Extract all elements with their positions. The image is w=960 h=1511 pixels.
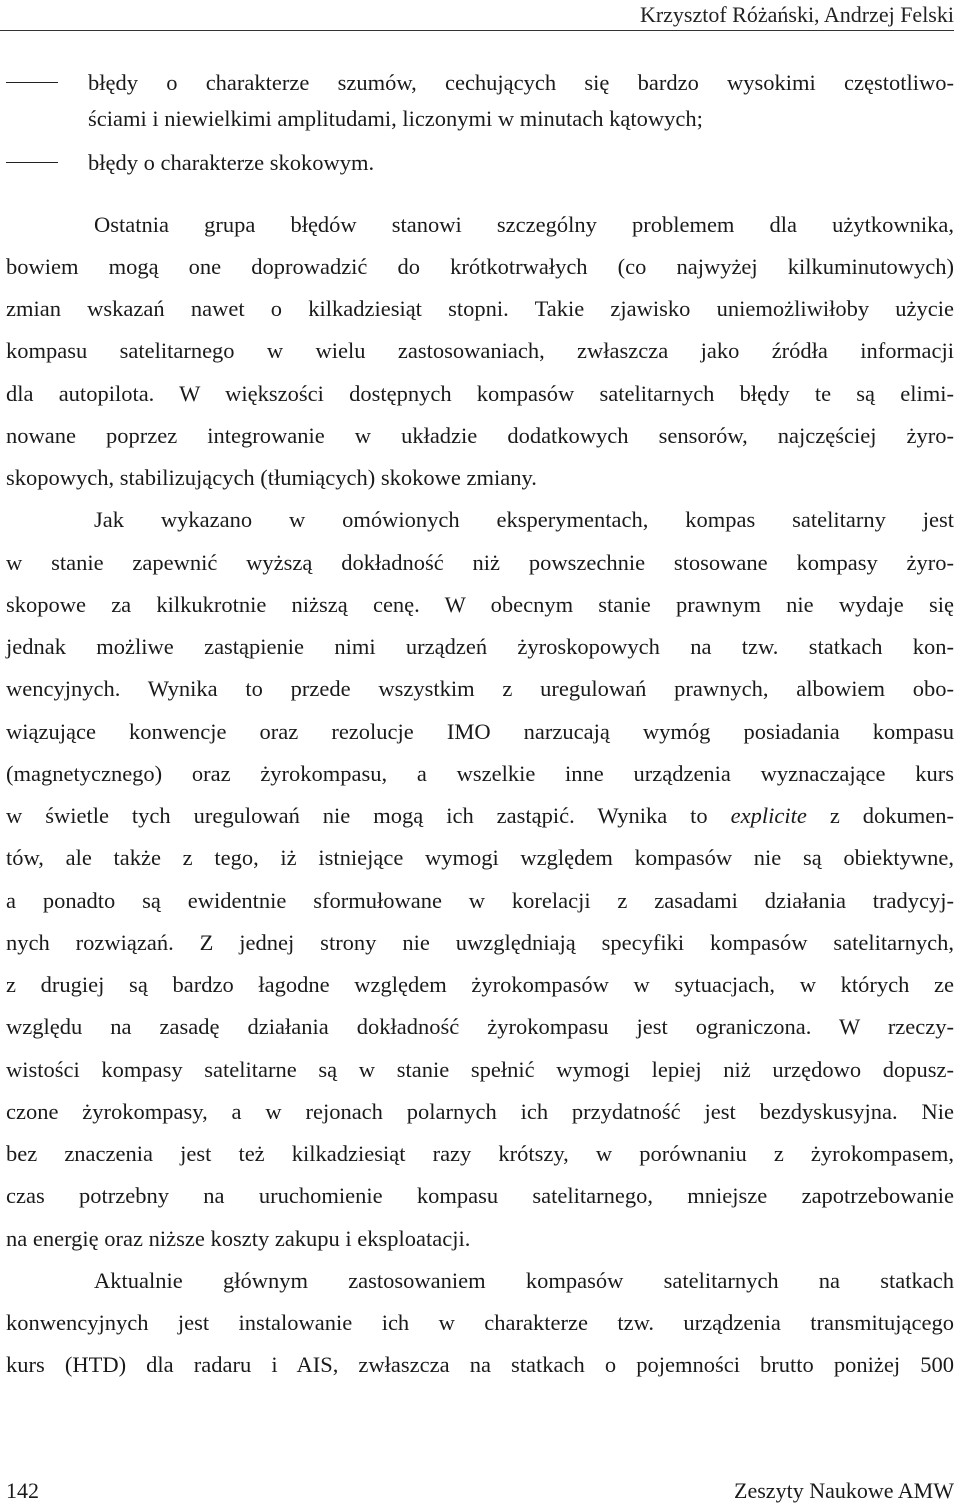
paragraph-line: Aktualnie głównym zastosowaniem kompasów satelitarnych na statkach (94, 1268, 954, 1293)
paragraph-line: tów, ale także z tego, iż istniejące wymogi względem kompasów nie są obiektywne, (6, 845, 954, 870)
paragraph-line: Ostatnia grupa błędów stanowi szczególny problemem dla użytkownika, (94, 212, 954, 237)
em-dash-bullet (6, 82, 58, 83)
paragraph-line: czone żyrokompasy, a w rejonach polarnych ich przydatność jest bezdyskusyjna. Nie (6, 1099, 954, 1124)
paragraph-line-with-italic (6, 803, 954, 835)
paragraph-line: nych rozwiązań. Z jednej strony nie uwzględniają specyfiki kompasów satelitarnych, (6, 930, 954, 955)
running-header-authors: Krzysztof Różański, Andrzej Felski (639, 2, 954, 27)
paragraph-line: skopowe za kilkukrotnie niższą cenę. W obecnym stanie prawnym nie wydaje się (6, 592, 954, 617)
paragraph-line: zmian wskazań nawet o kilkadziesiąt stopni. Takie zjawisko uniemożliwiłoby użycie (6, 296, 954, 321)
bullet-line: błędy o charakterze szumów, cechujących się bardzo wysokimi częstotliwo- (88, 70, 954, 95)
paragraph-line: konwencyjnych jest instalowanie ich w charakterze tzw. urządzenia transmitującego (6, 1310, 954, 1335)
paragraph-line: bowiem mogą one doprowadzić do krótkotrwałych (co najwyżej kilkuminutowych) (6, 254, 954, 279)
paragraph-line: z drugiej są bardzo łagodne względem żyrokompasów w sytuacjach, w których ze (6, 972, 954, 997)
line-tail: z dokumen- (806, 803, 954, 828)
paragraph-line: nowane poprzez integrowanie w układzie dodatkowych sensorów, najczęściej żyro- (6, 423, 954, 448)
paragraph-line: względu na zasadę działania dokładność żyrokompasu jest ograniczona. W rzeczy- (6, 1014, 954, 1039)
bullet-line: błędy o charakterze skokowym. (88, 150, 375, 175)
paragraph-line: czas potrzebny na uruchomienie kompasu satelitarnego, mniejsze zapotrzebowanie (6, 1183, 954, 1208)
em-dash-bullet (6, 162, 58, 163)
paragraph-line: na energię oraz niższe koszty zakupu i eksploatacji. (6, 1226, 471, 1251)
bullet-line: ściami i niewielkimi amplitudami, liczonymi w minutach kątowych; (88, 106, 703, 131)
paragraph-line: jednak możliwe zastąpienie nimi urządzeń żyroskopowych na tzw. statkach kon- (6, 634, 954, 659)
paragraph-line: Jak wykazano w omówionych eksperymentach, kompas satelitarny jest (94, 507, 954, 532)
bullet-item (6, 142, 954, 184)
line-head: w świetle tych uregulowań nie mogą ich zastąpić. Wynika to (6, 803, 731, 828)
paragraph-line: wencyjnych. Wynika to przede wszystkim z uregulowań prawnych, albowiem obo- (6, 676, 954, 701)
paragraph-line: bez znaczenia jest też kilkadziesiąt razy krótszy, w porównaniu z żyrokompasem, (6, 1141, 954, 1166)
header-rule (0, 30, 954, 31)
paragraph-line: a ponadto są ewidentnie sformułowane w korelacji z zasadami działania tradycyj- (6, 888, 954, 913)
paragraph-line: kurs (HTD) dla radaru i AIS, zwłaszcza na statkach o pojemności brutto poniżej 500 (6, 1352, 954, 1377)
paragraph-line: dla autopilota. W większości dostępnych kompasów satelitarnych błędy te są elimi- (6, 381, 954, 406)
italic-term: explicite (730, 803, 807, 828)
paragraph-line: wistości kompasy satelitarne są w stanie spełnić wymogi lepiej niż urzędowo dopusz- (6, 1057, 954, 1082)
journal-name: Zeszyty Naukowe AMW (734, 1478, 954, 1503)
bullet-item (6, 62, 954, 104)
page-number: 142 (6, 1478, 39, 1503)
paragraph-line: wiązujące konwencje oraz rezolucje IMO narzucają wymóg posiadania kompasu (6, 719, 954, 744)
paragraph-line: (magnetycznego) oraz żyrokompasu, a wszelkie inne urządzenia wyznaczające kurs (6, 761, 954, 786)
paragraph-line: w stanie zapewnić wyższą dokładność niż powszechnie stosowane kompasy żyro- (6, 550, 954, 575)
paragraph-line: kompasu satelitarnego w wielu zastosowaniach, zwłaszcza jako źródła informacji (6, 338, 954, 363)
paragraph-line: skopowych, stabilizujących (tłumiących) skokowe zmiany. (6, 465, 537, 490)
